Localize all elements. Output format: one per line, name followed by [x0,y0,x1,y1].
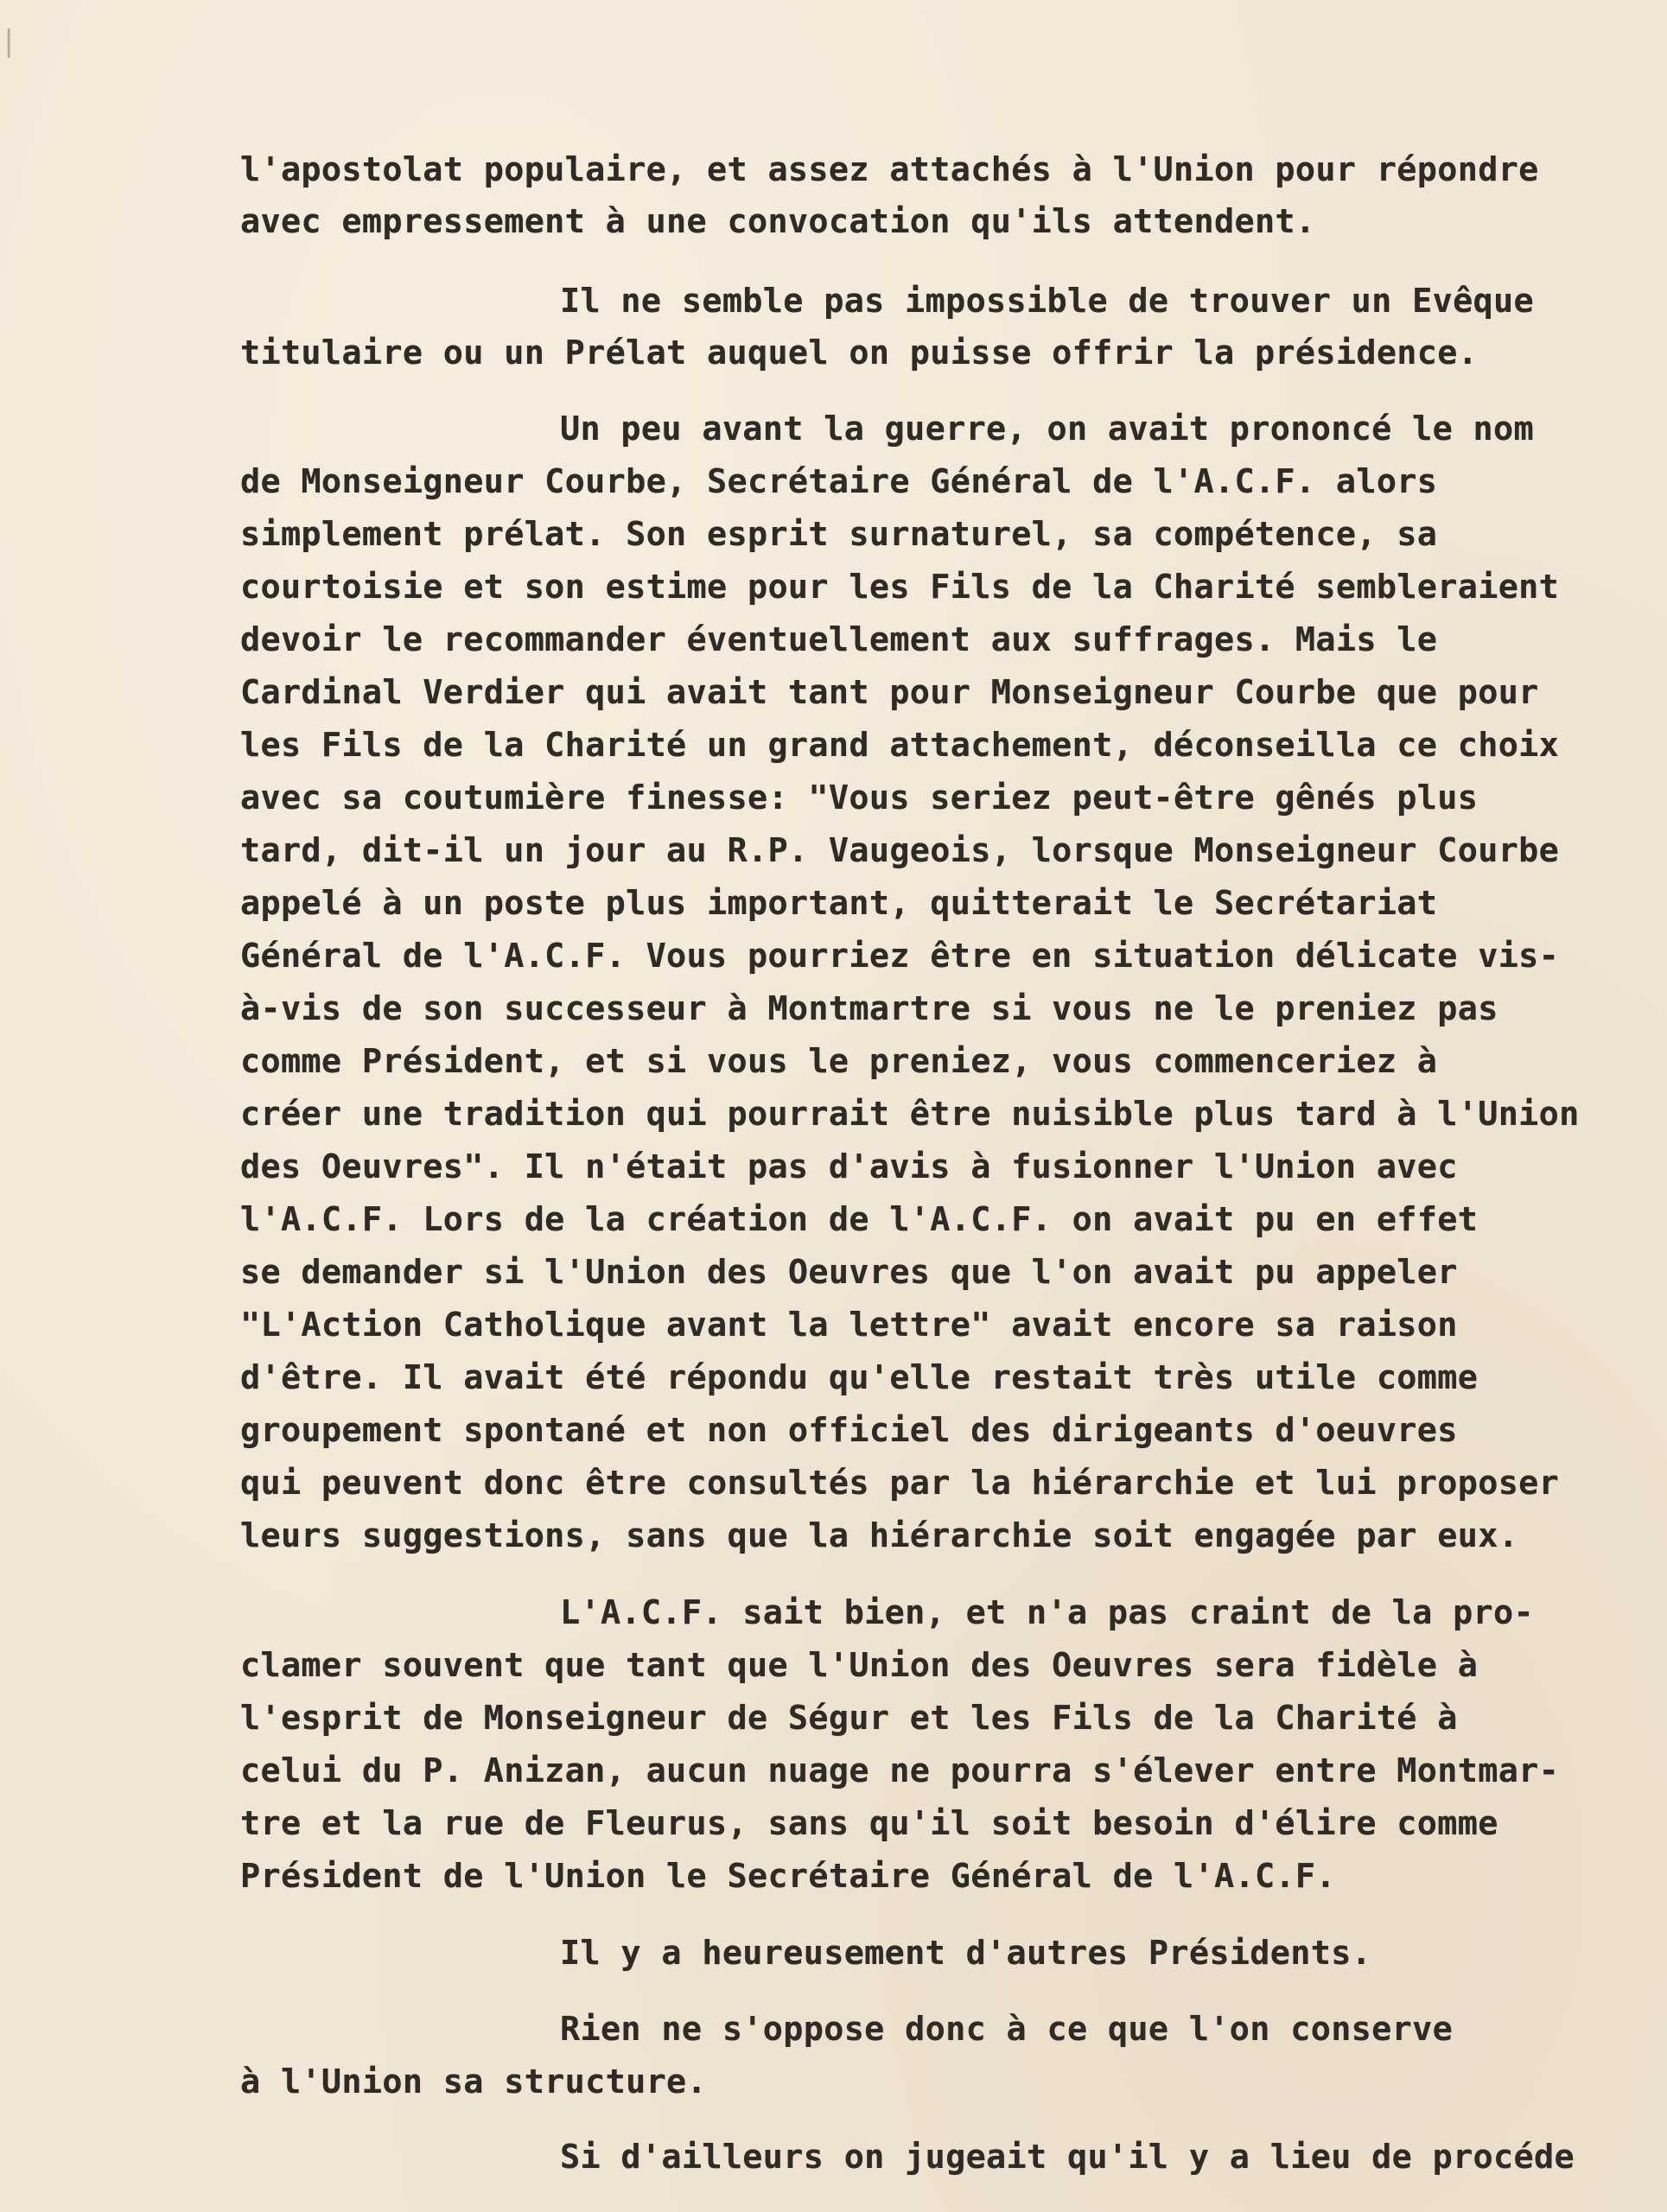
text-line: Il ne semble pas impossible de trouver un Evêque [560,282,1534,321]
text-line: Cardinal Verdier qui avait tant pour Monseigneur Courbe que pour [240,673,1539,712]
text-line: Rien ne s'oppose donc à ce que l'on conserve [560,2010,1454,2049]
text-line: clamer souvent que tant que l'Union des Oeuvres sera fidèle à [240,1646,1479,1685]
text-line: tre et la rue de Fleurus, sans qu'il soit besoin d'élire comme [240,1804,1498,1843]
text-line: Un peu avant la guerre, on avait prononcé le nom [560,410,1534,448]
text-line: tard, dit-il un jour au R.P. Vaugeois, lorsque Monseigneur Courbe [240,831,1560,870]
text-line: groupement spontané et non officiel des dirigeants d'oeuvres [240,1411,1458,1450]
text-line: l'A.C.F. Lors de la création de l'A.C.F. on avait pu en effet [240,1200,1479,1239]
text-line: Président de l'Union le Secrétaire Général de l'A.C.F. [240,1857,1336,1896]
text-line: L'A.C.F. sait bien, et n'a pas craint de la pro- [560,1593,1534,1632]
text-line: se demander si l'Union des Oeuvres que l'on avait pu appeler [240,1253,1458,1292]
text-line: titulaire ou un Prélat auquel on puisse offrir la présidence. [240,334,1479,372]
text-line: Il y a heureusement d'autres Présidents. [560,1934,1372,1973]
text-line: appelé à un poste plus important, quitterait le Secrétariat [240,884,1438,923]
text-line: celui du P. Anizan, aucun nuage ne pourra s'élever entre Montmar- [240,1751,1560,1790]
text-line: devoir le recommander éventuellement aux suffrages. Mais le [240,620,1438,659]
text-line: simplement prélat. Son esprit surnaturel, sa compétence, sa [240,515,1438,554]
text-line: courtoisie et son estime pour les Fils de la Charité sembleraient [240,568,1560,607]
text-line: qui peuvent donc être consultés par la hiérarchie et lui proposer [240,1464,1560,1503]
text-line: Si d'ailleurs on jugeait qu'il y a lieu de procéde [560,2138,1575,2177]
text-line: de Monseigneur Courbe, Secrétaire Général de l'A.C.F. alors [240,462,1438,501]
text-line: les Fils de la Charité un grand attachement, déconseilla ce choix [240,726,1560,765]
text-line: Général de l'A.C.F. Vous pourriez être en situation délicate vis- [240,937,1560,976]
text-line: l'esprit de Monseigneur de Ségur et les Fils de la Charité à [240,1699,1458,1738]
text-line: avec empressement à une convocation qu'ils attendent. [240,202,1316,241]
text-line: des Oeuvres". Il n'était pas d'avis à fusionner l'Union avec [240,1147,1458,1186]
text-line: créer une tradition qui pourrait être nuisible plus tard à l'Union [240,1095,1580,1134]
text-line: "L'Action Catholique avant la lettre" avait encore sa raison [240,1306,1458,1344]
text-line: l'apostolat populaire, et assez attachés à l'Union pour répondre [240,150,1539,189]
page-edge-mark: | [0,24,18,59]
text-line: à-vis de son successeur à Montmartre si vous ne le preniez pas [240,989,1498,1028]
text-line: à l'Union sa structure. [240,2063,708,2101]
text-line: comme Président, et si vous le preniez, vous commenceriez à [240,1042,1438,1081]
text-line: leurs suggestions, sans que la hiérarchie soit engagée par eux. [240,1516,1519,1555]
text-line: avec sa coutumière finesse: "Vous seriez peut-être gênés plus [240,779,1479,817]
text-line: d'être. Il avait été répondu qu'elle restait très utile comme [240,1358,1479,1397]
